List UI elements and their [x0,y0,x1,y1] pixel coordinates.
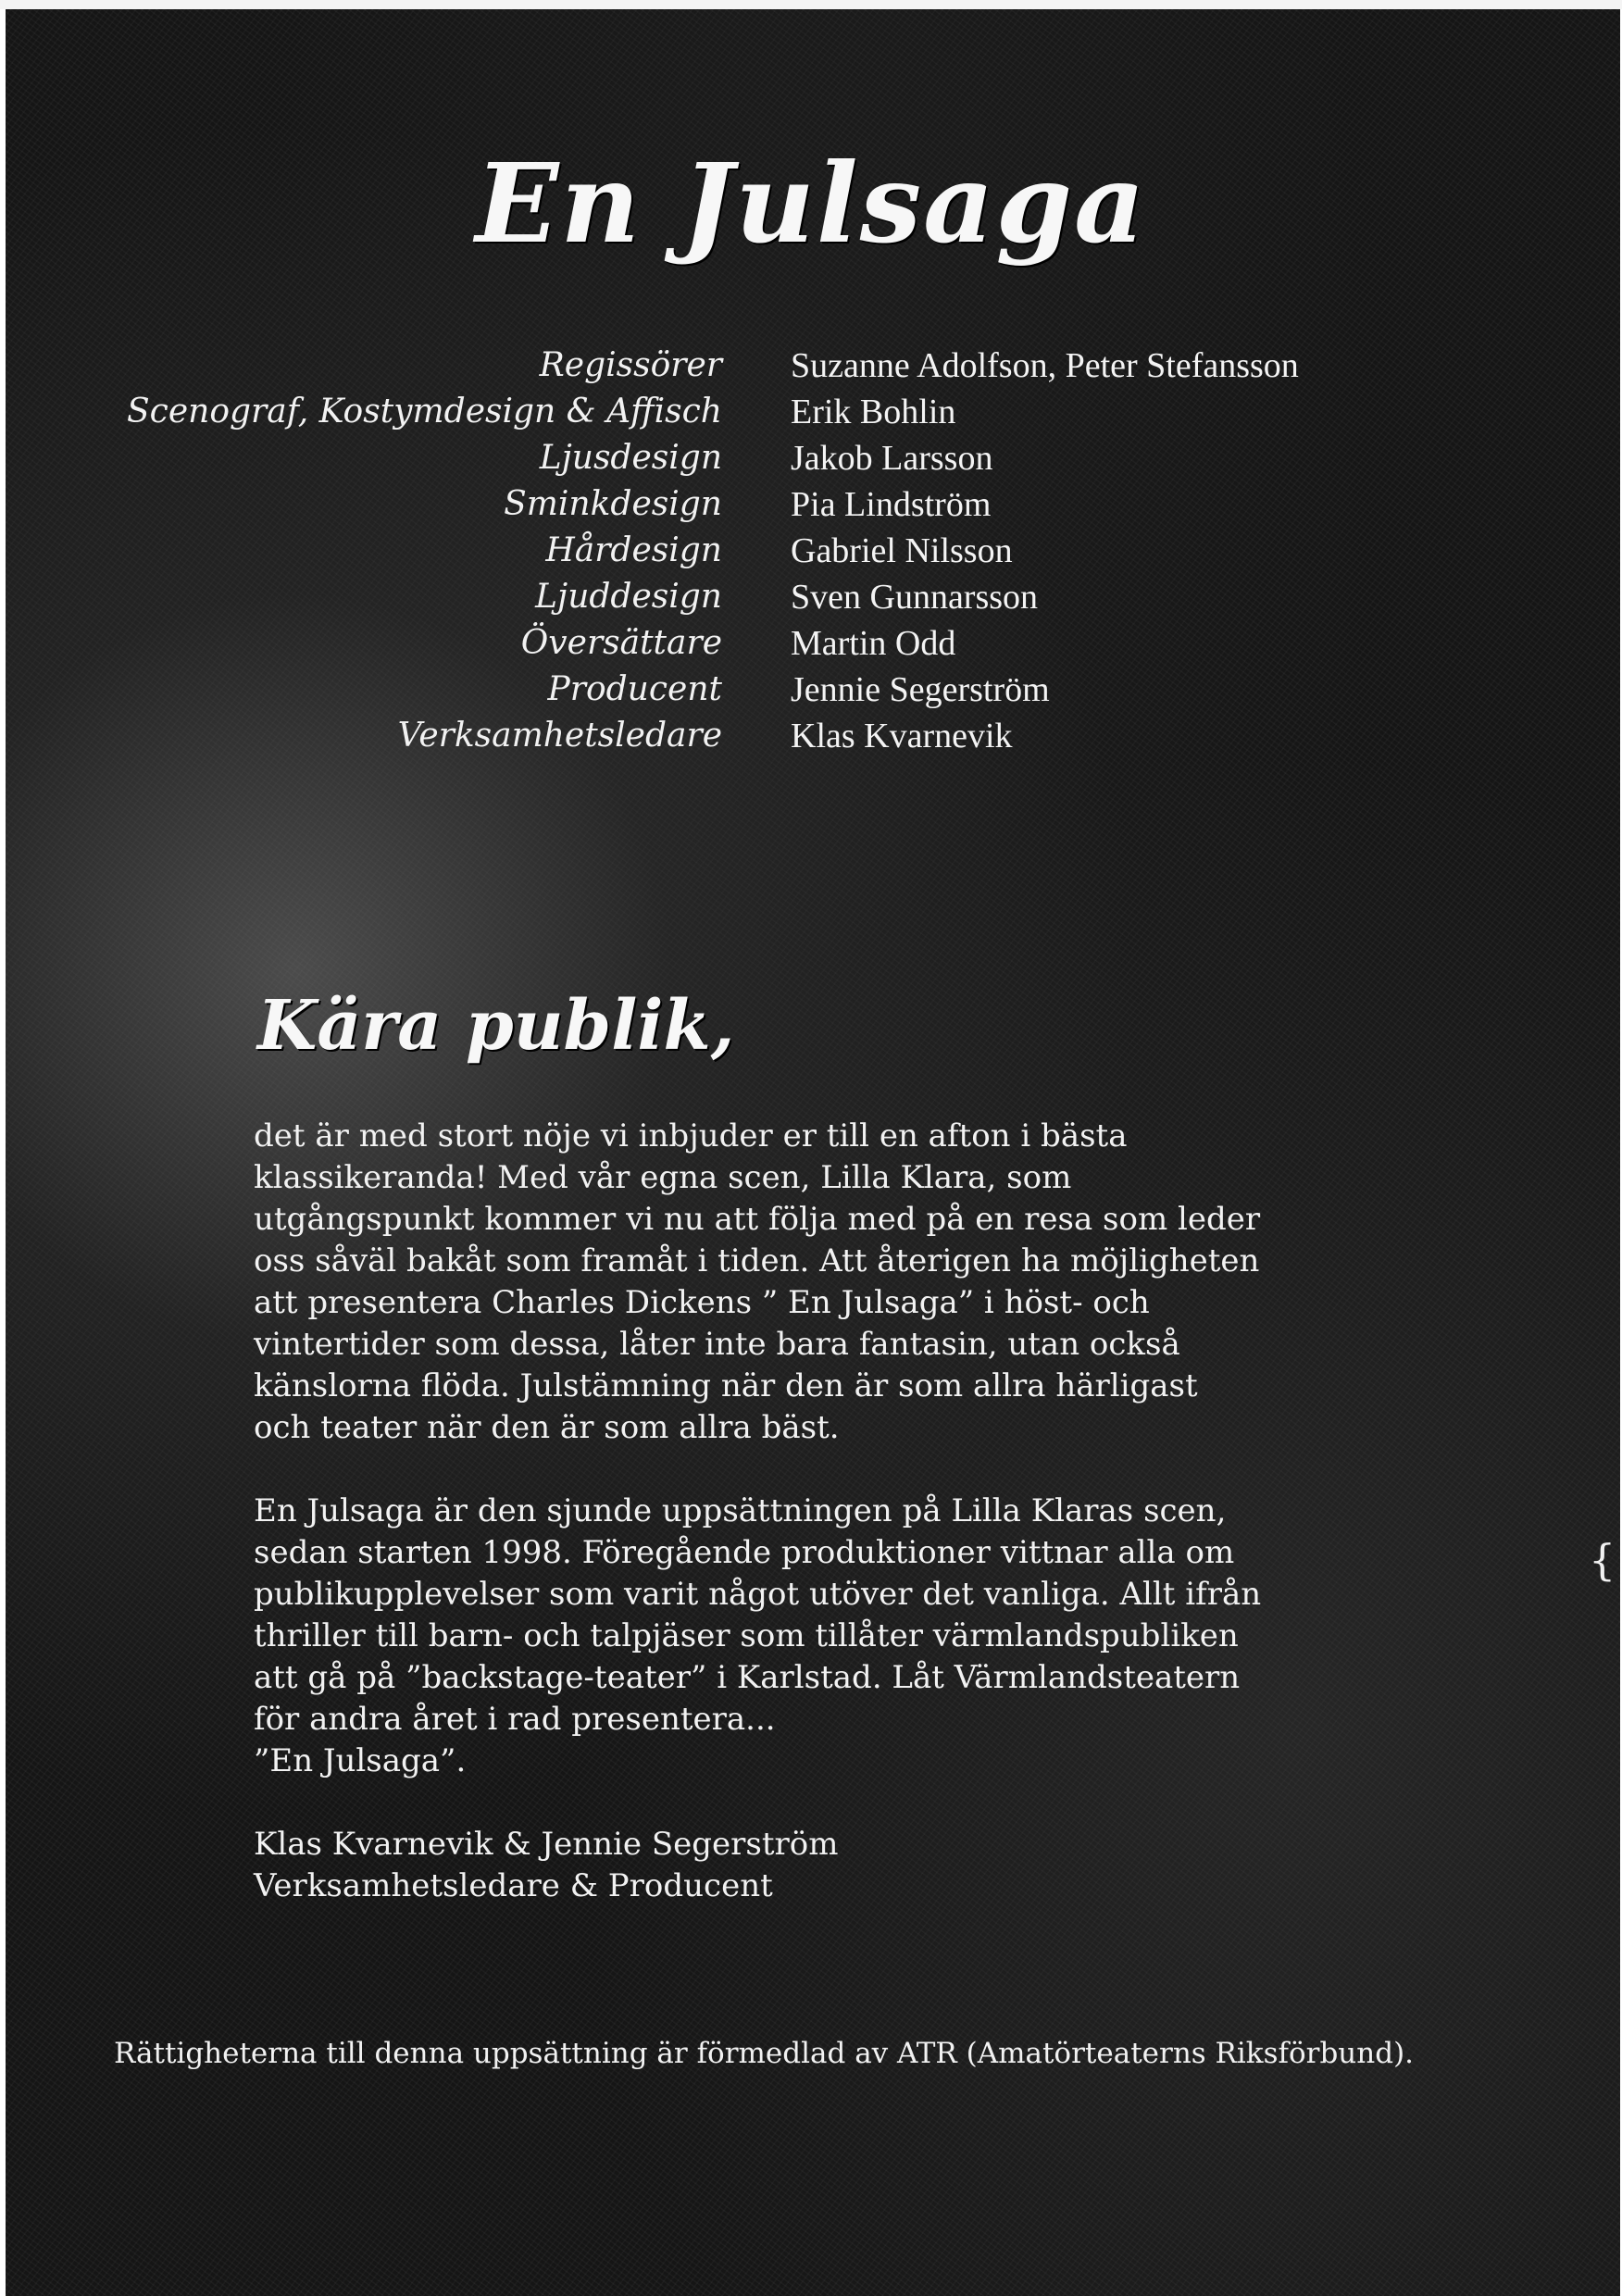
credit-row [0,713,1622,759]
letter-paragraph-1 [254,1116,1346,1449]
credit-row [0,667,1622,713]
text-line: för andra året i rad presentera... [254,1701,776,1738]
text-line: att presentera Charles Dickens ” En Julsaga” i höst- och [254,1284,1150,1321]
text-line: vintertider som dessa, låter inte bara fantasin, utan också [254,1326,1180,1363]
text-line: oss såväl bakåt som framåt i tiden. Att återigen ha möjligheten [254,1242,1260,1279]
credit-name: Jakob Larsson [791,439,993,478]
signature-names: Klas Kvarnevik & Jennie Segerström [254,1826,839,1863]
credit-row [0,528,1622,574]
credit-name: Pia Lindström [791,485,992,524]
credit-row [0,343,1622,389]
credit-name: Erik Bohlin [791,393,956,431]
letter-body [254,1116,1346,1949]
text-line: att gå på ”backstage-teater” i Karlstad. Låt Värmlandsteatern [254,1659,1241,1696]
letter-signature [254,1824,1346,1907]
text-line: och teater när den är som allra bäst. [254,1409,840,1446]
text-line: utgångspunkt kommer vi nu att följa med på en resa som leder [254,1201,1261,1238]
credit-name: Gabriel Nilsson [791,531,1013,570]
text-line: publikupplevelser som varit något utöver det vanliga. Allt ifrån [254,1576,1262,1613]
greeting-heading: Kära publik, [257,986,735,1066]
credit-role: Scenograf, Kostymdesign & Affisch [127,393,722,430]
credit-row [0,574,1622,620]
credits-list [0,343,1622,759]
credit-role: Regissörer [539,346,722,384]
credit-role: Ljusdesign [539,439,722,477]
text-line: ”En Julsaga”. [254,1742,467,1779]
credit-name: Jennie Segerström [791,670,1050,709]
credit-row [0,620,1622,667]
edge-bracket-mark: { [1589,1535,1616,1585]
credit-role: Översättare [520,624,722,662]
credit-role: Ljuddesign [535,578,722,616]
text-line: klassikeranda! Med vår egna scen, Lilla Klara, som [254,1159,1072,1196]
text-line: det är med stort nöje vi inbjuder er till en afton i bästa [254,1117,1128,1154]
text-line: sedan starten 1998. Föregående produktioner vittnar alla om [254,1534,1235,1571]
credit-role: Hårdesign [545,531,722,569]
credit-name: Sven Gunnarsson [791,578,1039,617]
text-line: thriller till barn- och talpjäser som tillåter värmlandspubliken [254,1617,1239,1654]
signature-roles: Verksamhetsledare & Producent [254,1867,773,1904]
credit-name: Klas Kvarnevik [791,717,1013,755]
rights-footer: Rättigheterna till denna uppsättning är förmedlad av ATR (Amatörteaterns Riksförbund). [113,2037,1415,2070]
credit-role: Sminkdesign [504,485,722,523]
credit-row [0,389,1622,435]
credit-row [0,481,1622,528]
credit-role: Producent [547,670,722,708]
text-line: En Julsaga är den sjunde uppsättningen på Lilla Klaras scen, [254,1492,1227,1529]
credit-name: Suzanne Adolfson, Peter Stefansson [791,346,1299,385]
credit-name: Martin Odd [791,624,956,663]
page-title: En Julsaga [475,139,1147,268]
letter-paragraph-2 [254,1491,1346,1782]
text-line: känslorna flöda. Julstämning när den är som allra härligast [254,1367,1198,1404]
credit-row [0,435,1622,481]
credit-role: Verksamhetsledare [397,717,722,755]
scan-top-edge [0,0,1622,9]
